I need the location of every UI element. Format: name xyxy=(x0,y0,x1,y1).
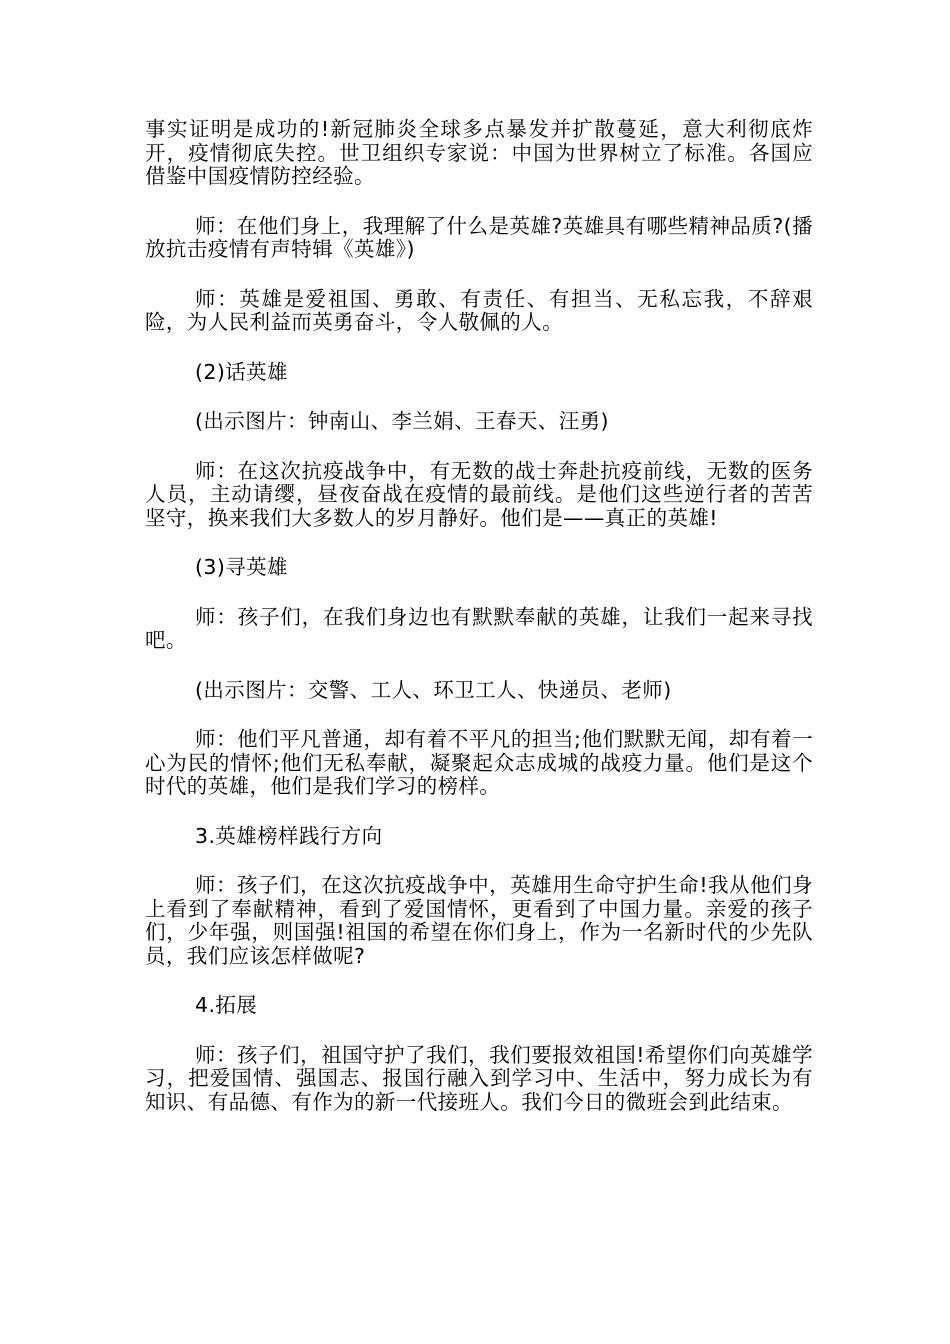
paragraph-show-pictures-doctors: (出示图片：钟南山、李兰娟、王春天、汪勇) xyxy=(195,409,609,433)
paragraph-teacher-find-heroes: 师：孩子们，在我们身边也有默默奉献的英雄，让我们一起来寻找吧。 xyxy=(145,604,813,652)
section-heading-find-heroes: (3)寻英雄 xyxy=(195,555,288,579)
paragraph-teacher-ordinary-heroes: 师：他们平凡普通，却有着不平凡的担当;他们默默无闻，却有着一心为民的情怀;他们无私奉献，凝聚起众志成城的战疫力量。他们是这个时代的英雄，他们是我们学习的榜样。 xyxy=(145,727,813,798)
paragraph-teacher-frontline: 师：在这次抗疫战争中，有无数的战士奔赴抗疫前线，无数的医务人员，主动请缨，昼夜奋战在疫情的最前线。是他们这些逆行者的苦苦坚守，换来我们大多数人的岁月静好。他们是——真正的英雄! xyxy=(145,458,813,530)
paragraph-teacher-closing: 师：孩子们，祖国守护了我们，我们要报效祖国!希望你们向英雄学习，把爱国情、强国志、报国行融入到学习中、生活中，努力成长为有知识、有品德、有作为的新一代接班人。我们今日的微班会到此结束。 xyxy=(145,1042,813,1114)
section-heading-extension: 4.拓展 xyxy=(195,993,258,1017)
section-heading-talk-heroes: (2)话英雄 xyxy=(195,359,288,384)
paragraph-teacher-question-hero: 师：在他们身上，我理解了什么是英雄?英雄具有哪些精神品质?(播放抗击疫情有声特辑《英雄》) xyxy=(145,213,813,261)
document-body xyxy=(145,118,813,1140)
paragraph-show-pictures-workers: (出示图片：交警、工人、环卫工人、快递员、老师) xyxy=(195,677,672,702)
section-heading-practice-direction: 3.英雄榜样践行方向 xyxy=(195,823,383,848)
paragraph-epidemic-evidence: 事实证明是成功的!新冠肺炎全球多点暴发并扩散蔓延，意大利彻底炸开，疫情彻底失控。世卫组织专家说：中国为世界树立了标准。各国应借鉴中国疫情防控经验。 xyxy=(145,117,813,188)
paragraph-teacher-hero-definition: 师：英雄是爱祖国、勇敢、有责任、有担当、无私忘我，不辞艰险，为人民利益而英勇奋斗，令人敬佩的人。 xyxy=(145,286,813,334)
paragraph-teacher-young-pioneers: 师：孩子们，在这次抗疫战争中，英雄用生命守护生命!我从他们身上看到了奉献精神，看到了爱国情怀，更看到了中国力量。亲爱的孩子们，少年强，则国强!祖国的希望在你们身上，作为一名新时代的少先队员，我们应该怎样做呢? xyxy=(145,873,813,968)
